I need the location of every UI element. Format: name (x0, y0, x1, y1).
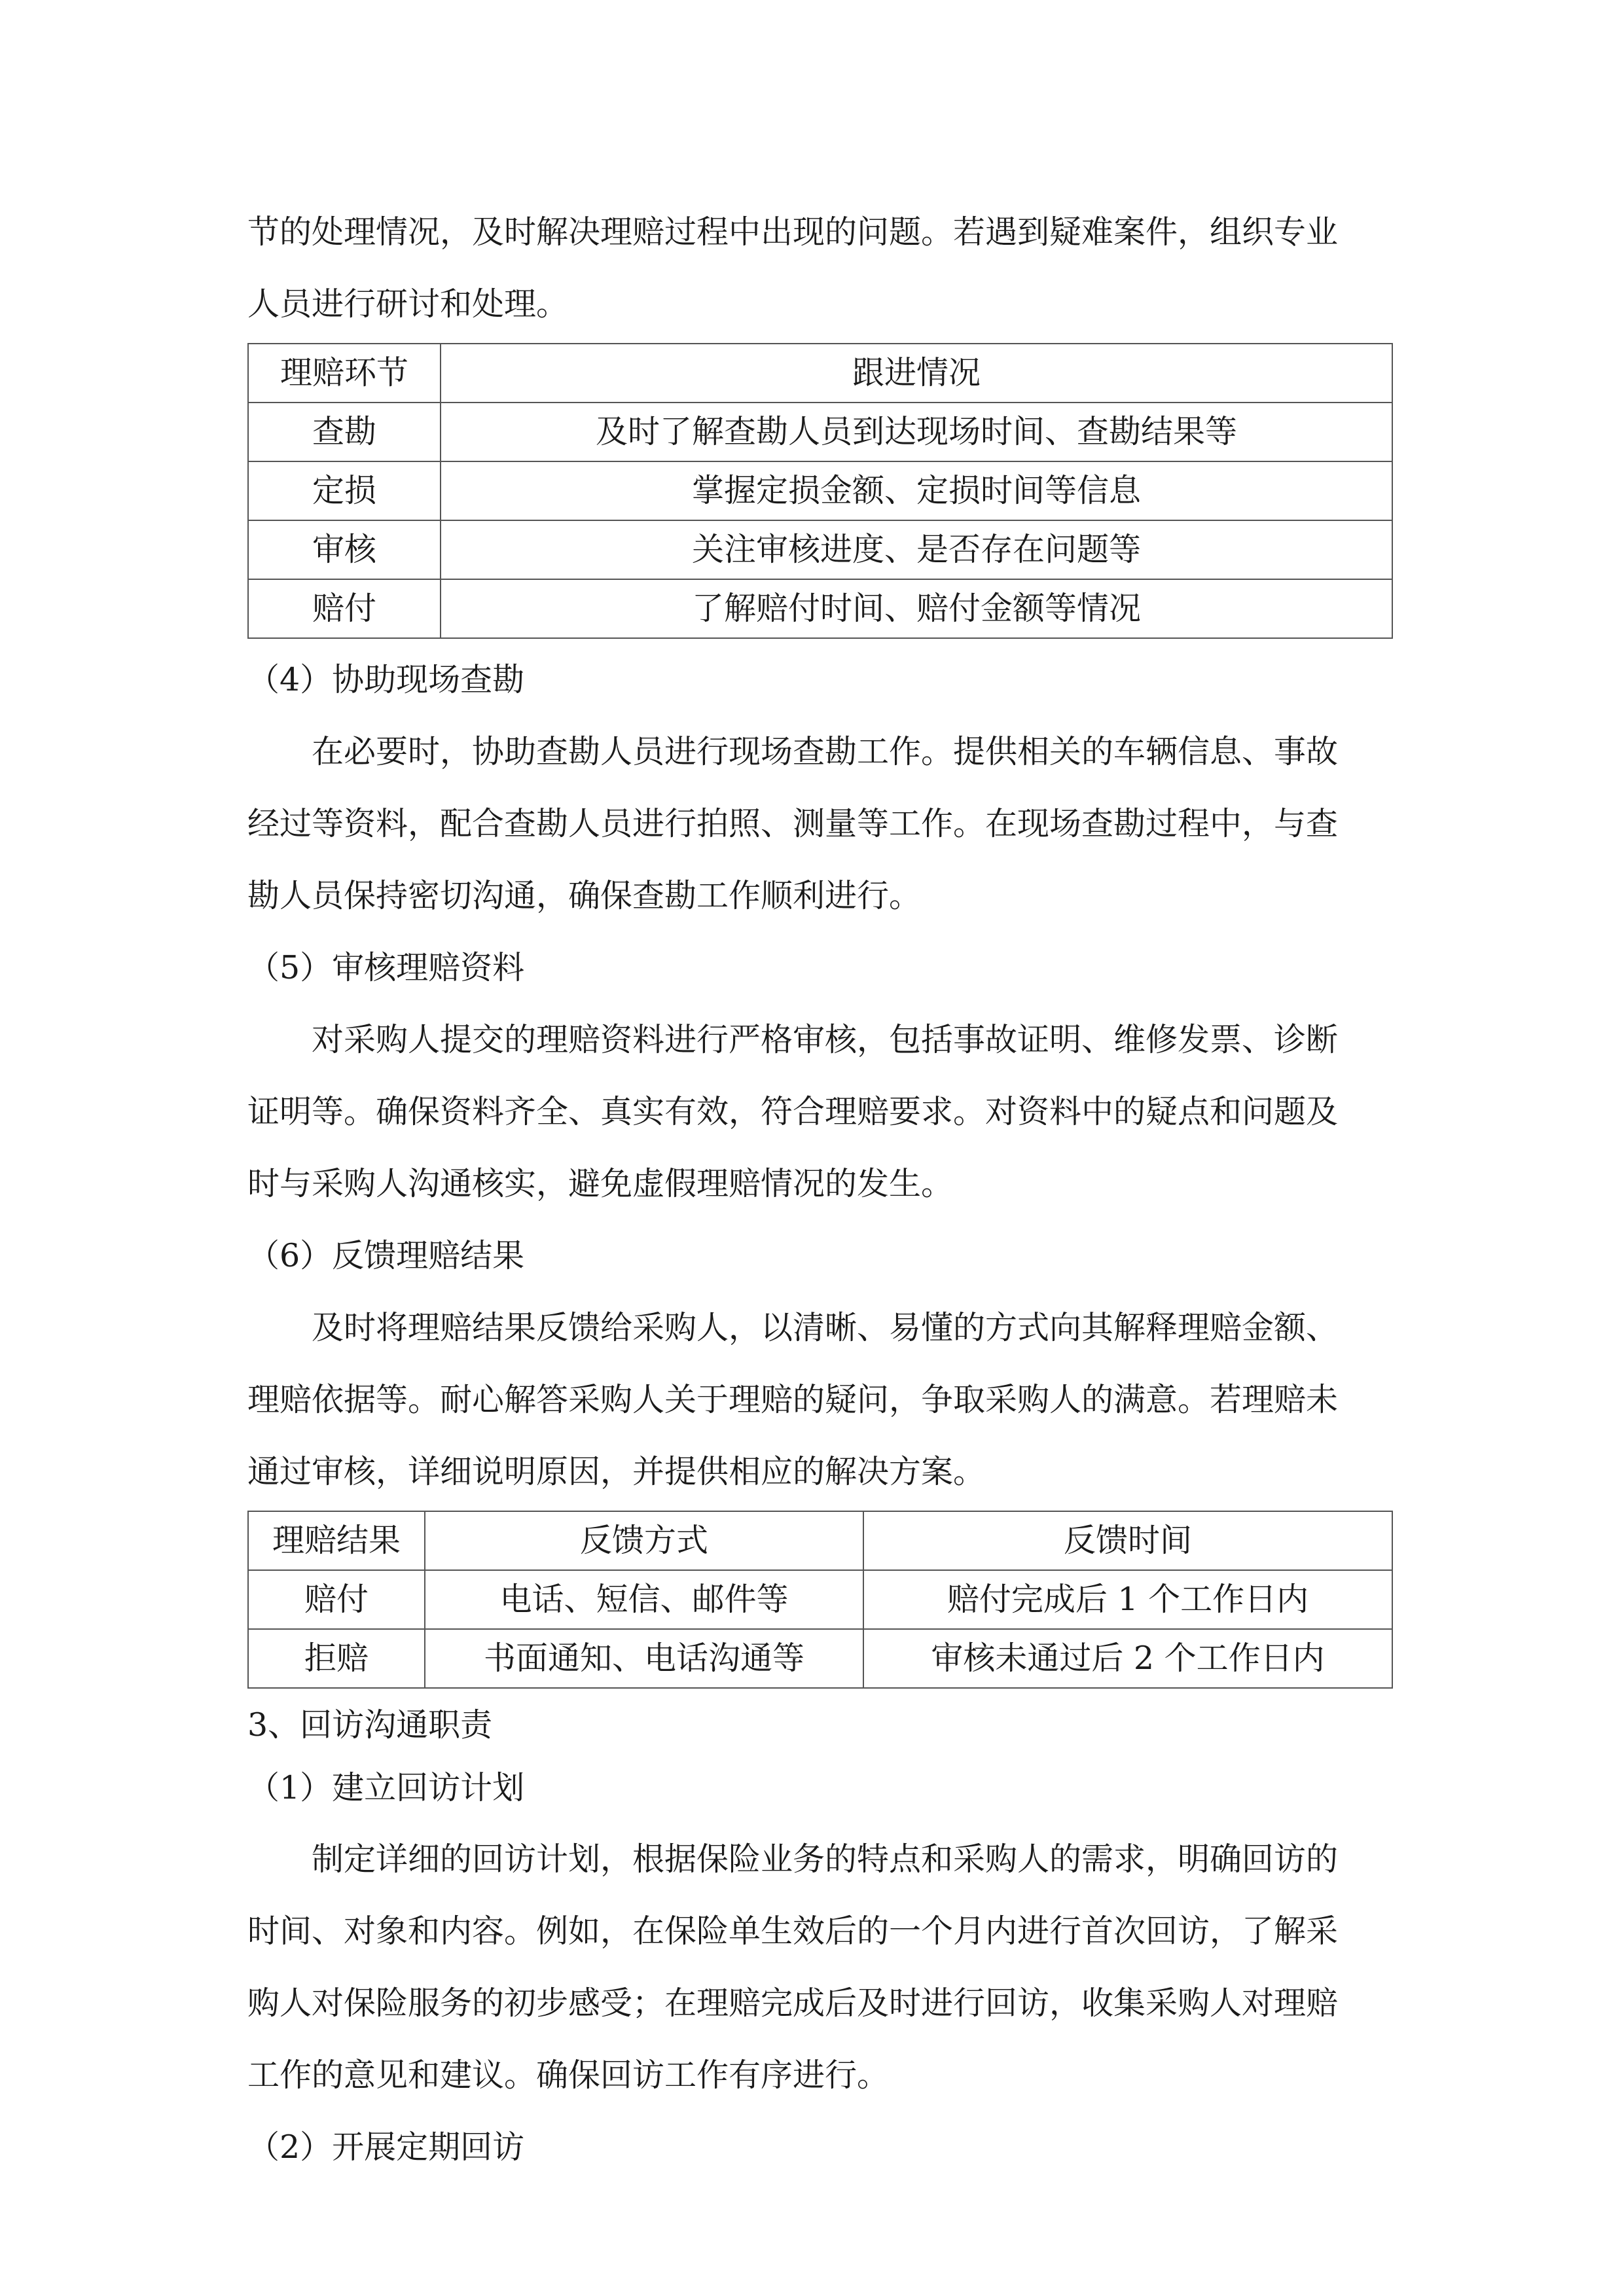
table-row (248, 1629, 1392, 1688)
subsection-2-heading: （2）开展定期回访 (247, 2128, 525, 2166)
table-header-row (248, 1511, 1392, 1570)
section-6-line-2: 理赔依据等。耐心解答采购人关于理赔的疑问，争取采购人的满意。若理赔未 (247, 1381, 1339, 1418)
table-header-cell: 反馈方式 (425, 1511, 863, 1570)
document-page (247, 196, 1393, 2183)
section-4-heading: （4）协助现场查勘 (247, 661, 525, 698)
section-5-line-3: 时与采购人沟通核实，避免虚假理赔情况的发生。 (247, 1165, 954, 1202)
section-4-line-2: 经过等资料，配合查勘人员进行拍照、测量等工作。在现场查勘过程中，与查 (247, 805, 1339, 842)
table-cell: 拒赔 (248, 1629, 425, 1688)
table-cell: 赔付完成后 1 个工作日内 (863, 1570, 1392, 1629)
section-6-line-3: 通过审核，详细说明原因，并提供相应的解决方案。 (247, 1453, 986, 1490)
table-cell: 书面通知、电话沟通等 (425, 1629, 863, 1688)
section-4-line-1: 在必要时，协助查勘人员进行现场查勘工作。提供相关的车辆信息、事故 (312, 733, 1339, 770)
table-cell: 审核未通过后 2 个工作日内 (863, 1629, 1392, 1688)
section-3-heading: 3、回访沟通职责 (247, 1706, 493, 1744)
claim-result-feedback-table (247, 1511, 1393, 1689)
section-6-line-1: 及时将理赔结果反馈给采购人，以清晰、易懂的方式向其解释理赔金额、 (312, 1309, 1339, 1346)
table-cell: 定损 (248, 461, 441, 520)
section-6-heading: （6）反馈理赔结果 (247, 1237, 525, 1274)
table-cell: 审核 (248, 520, 441, 579)
table-cell: 查勘 (248, 403, 441, 461)
subsection-1-line-2: 时间、对象和内容。例如，在保险单生效后的一个月内进行首次回访，了解采 (247, 1912, 1339, 1950)
table-header-cell: 跟进情况 (441, 344, 1392, 403)
subsection-1-line-3: 购人对保险服务的初步感受；在理赔完成后及时进行回访，收集采购人对理赔 (247, 1984, 1339, 2022)
table-cell: 了解赔付时间、赔付金额等情况 (441, 579, 1392, 638)
table-header-cell: 反馈时间 (863, 1511, 1392, 1570)
table-header-cell: 理赔环节 (248, 344, 441, 403)
intro-line-2: 人员进行研讨和处理。 (247, 285, 569, 323)
table-row (248, 403, 1392, 461)
section-5-line-1: 对采购人提交的理赔资料进行严格审核，包括事故证明、维修发票、诊断 (312, 1021, 1339, 1058)
intro-line-1: 节的处理情况，及时解决理赔过程中出现的问题。若遇到疑难案件，组织专业 (247, 213, 1339, 251)
table-row (248, 520, 1392, 579)
table-cell: 赔付 (248, 579, 441, 638)
table-header-row (248, 344, 1392, 403)
table-row (248, 1570, 1392, 1629)
section-4-line-3: 勘人员保持密切沟通，确保查勘工作顺利进行。 (247, 877, 922, 914)
table-cell: 及时了解查勘人员到达现场时间、查勘结果等 (441, 403, 1392, 461)
section-5-line-2: 证明等。确保资料齐全、真实有效，符合理赔要求。对资料中的疑点和问题及 (247, 1093, 1339, 1130)
table-cell: 电话、短信、邮件等 (425, 1570, 863, 1629)
table-cell: 赔付 (248, 1570, 425, 1629)
claim-followup-table (247, 343, 1393, 639)
table-cell: 关注审核进度、是否存在问题等 (441, 520, 1392, 579)
table-row (248, 579, 1392, 638)
table-cell: 掌握定损金额、定损时间等信息 (441, 461, 1392, 520)
table-row (248, 461, 1392, 520)
subsection-1-heading: （1）建立回访计划 (247, 1769, 525, 1806)
section-5-heading: （5）审核理赔资料 (247, 949, 525, 986)
subsection-1-line-1: 制定详细的回访计划，根据保险业务的特点和采购人的需求，明确回访的 (312, 1840, 1339, 1878)
table-header-cell: 理赔结果 (248, 1511, 425, 1570)
subsection-1-line-4: 工作的意见和建议。确保回访工作有序进行。 (247, 2056, 890, 2094)
